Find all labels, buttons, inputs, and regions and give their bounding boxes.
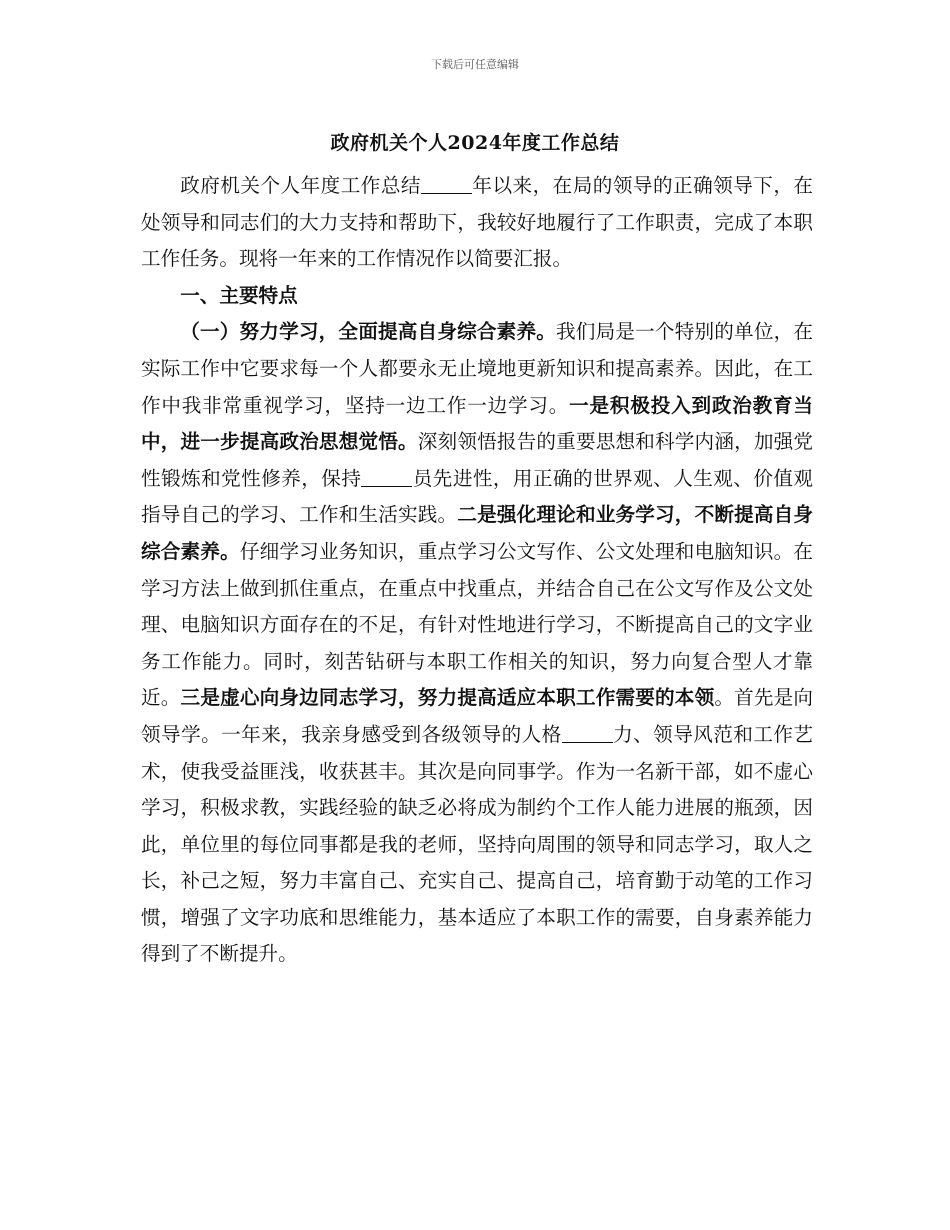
fill-blank	[421, 173, 472, 194]
fill-blank	[361, 466, 412, 487]
fill-blank	[562, 722, 613, 743]
header-note: 下载后可任意编辑	[431, 58, 519, 71]
subsection-lead: （一）努力学习，全面提高自身综合素养。	[180, 320, 557, 344]
body-text: 深刻领悟报告的重要思想和科学内涵，加强党性锻炼和党性修养，保持	[141, 430, 814, 490]
section-heading: 一、主要特点	[180, 283, 298, 307]
intro-text-rest: 年以来，在局的领导的正确领导下，在处领导和同志们的大力支持和帮助下，我较好地履行了工作职责，完成了本职工作任务。现将一年来的工作情况作以简要汇报。	[141, 174, 814, 271]
point-one: 一是积极投入到政治教育当中，进一步提高政治思想觉悟。	[141, 393, 814, 454]
body-text: 员先进性，用正确的世界观、人生观、价值观指导自己的学习、工作和生活实践。	[141, 466, 814, 527]
body-text: 。首先是向领导学。一年来，我亲身感受到各级领导的人格	[141, 686, 814, 746]
body-text: 我们局是一个特别的单位，在实际工作中它要求每一个人都要永无止境地更新知识和提高素养。因此，在工作中我非常重视学习，坚持一边工作一边学习。	[141, 320, 813, 417]
intro-paragraph	[141, 168, 813, 278]
document-title: 政府机关个人2024年度工作总结	[330, 132, 620, 154]
point-three: 三是虚心向身边同志学习，努力提高适应本职工作需要的本领	[180, 686, 715, 710]
point-two: 二是强化理论和业务学习，不断提高自身综合素养。	[141, 503, 814, 563]
body-text: 仔细学习业务知识，重点学习公文写作、公文处理和电脑知识。在学习方法上做到抓住重点，在重点中找重点，并结合自己在公文写作及公文处理、电脑知识方面存在的不足，有针对性地进行学习，不断提高自己的文字业务工作能力。同时，刻苦钻研与本职工作相关的知识，努力向复合型人才靠近。	[141, 539, 814, 710]
body-paragraph	[141, 314, 813, 973]
intro-text-start: 政府机关个人年度工作总结	[180, 174, 421, 197]
body-text: 力、领导风范和工作艺术，使我受益匪浅，收获甚丰。其次是向同事学。作为一名新干部，如不虚心学习，积极求教，实践经验的缺乏必将成为制约个工作人能力进展的瓶颈，因此，单位里的每位同事都是我的老师，坚持向周围的领导和同志学习，取人之长，补己之短，努力丰富自己、充实自己、提高自己，培育勤于动笔的工作习惯，增强了文字功底和思维能力，基本适应了本职工作的需要，自身素养能力得到了不断提升。	[141, 722, 814, 966]
document-body	[141, 168, 813, 973]
